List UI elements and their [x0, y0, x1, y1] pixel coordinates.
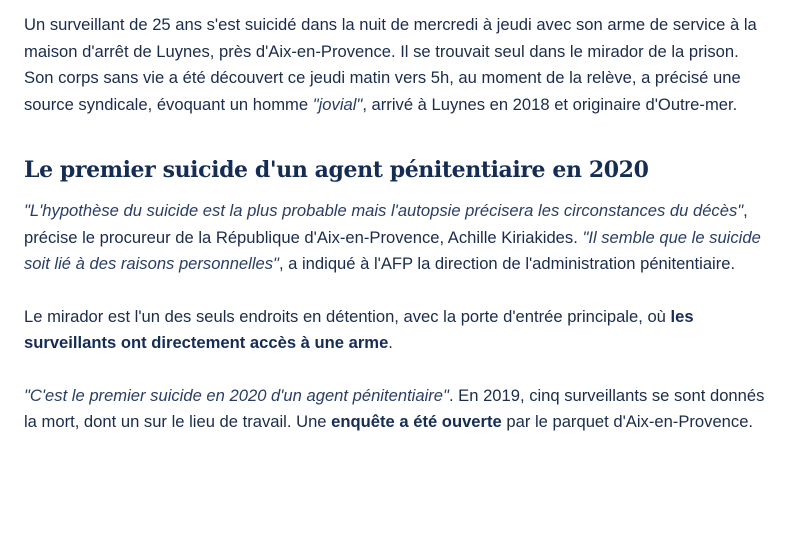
paragraph-2	[24, 198, 769, 278]
article-body	[24, 12, 769, 436]
paragraph-1-text-a: Un surveillant de 25 ans s'est suicidé dans la nuit de mercredi à jeudi avec son arme de service à la maison d'arrêt de Luynes, près d'Aix-en-Provence. Il se trouvait seul dans le mirador de la prison. Son corps sans vie a été découvert ce jeudi matin vers 5h, au moment de la relève, a précisé une source syndicale, évoquant un homme	[24, 15, 757, 114]
section-heading: Le premier suicide d'un agent pénitentiaire en 2020	[24, 157, 649, 183]
paragraph-1-text-b: , arrivé à Luynes en 2018 et originaire d'Outre-mer.	[362, 94, 738, 114]
paragraph-4-quote: "C'est le premier suicide en 2020 d'un agent pénitentiaire"	[24, 385, 449, 405]
paragraph-4-text-b: par le parquet d'Aix-en-Provence.	[501, 412, 754, 431]
paragraph-2-quote-b: "Il semble que le suicide soit lié à des raisons personnelles"	[24, 227, 761, 273]
paragraph-2-quote-a: "L'hypothèse du suicide est la plus probable mais l'autopsie précisera les circonstances du décès"	[24, 201, 744, 220]
paragraph-3	[24, 304, 769, 357]
paragraph-4-text-a: . En 2019, cinq surveillants se sont donnés la mort, dont un sur le lieu de travail. Une	[24, 385, 765, 431]
paragraph-2-text-b: , a indiqué à l'AFP la direction de l'administration pénitentiaire.	[278, 254, 736, 273]
paragraph-1-quote: "jovial"	[312, 94, 363, 114]
paragraph-3-text-a: Le mirador est l'un des seuls endroits en détention, avec la porte d'entrée principale, où	[24, 306, 671, 326]
paragraph-1	[24, 12, 769, 118]
paragraph-2-text-a: , précise le procureur de la République d'Aix-en-Provence, Achille Kiriakides.	[24, 201, 748, 247]
investigation-link[interactable]: enquête a été ouverte	[331, 412, 502, 431]
weapon-access-link[interactable]: les surveillants ont directement accès à une arme	[24, 306, 694, 352]
paragraph-4	[24, 383, 769, 436]
paragraph-3-text-b: .	[388, 333, 393, 352]
